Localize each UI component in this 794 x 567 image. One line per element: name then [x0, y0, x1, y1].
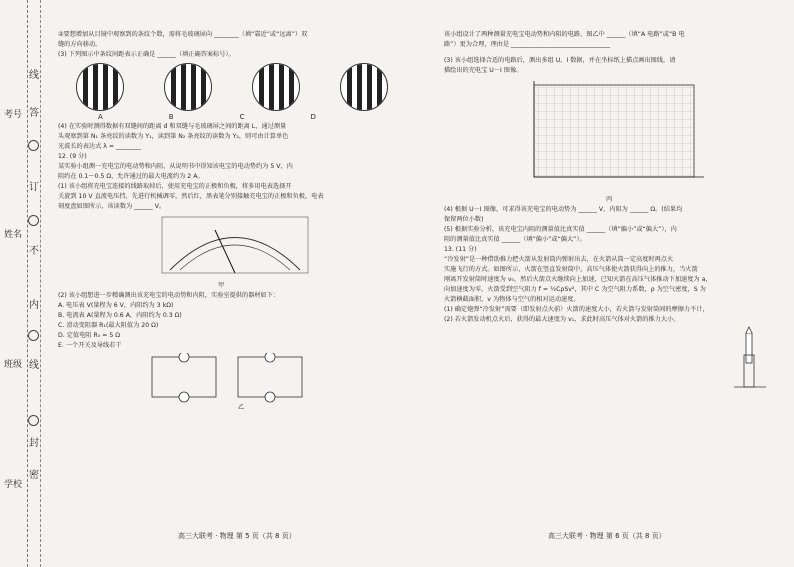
text-line: (5) 根据实验分析，该充电宝内阻的测量值比真实值 ______（填“偏小”或“偏大”），内: [444, 226, 677, 233]
binding-circle: [28, 215, 39, 226]
figure-caption: 乙: [238, 404, 245, 411]
text-line: 实施飞行的方式。如图所示，火箭在竖直发射筒中，高压气体使火箭获得向上的推力，当火箭: [444, 266, 698, 273]
text-line: 关旋到 10 V 直流电压挡，先进行机械调零，然后红，黑表笔分别接触充电宝的正极和负极，电表: [58, 193, 324, 200]
text-line: 刻度盘如图所示，该读数为 ______ V。: [58, 203, 166, 210]
circuit-b: [234, 353, 306, 403]
u-i-graph: [514, 79, 714, 189]
text-line: 保留两位小数): [444, 216, 484, 223]
fringe-figure-b: [164, 63, 212, 111]
fringe-figures: [76, 63, 428, 111]
text-line: (4) 根据 U－I 图像，可求得该充电宝的电动势为 ______ V，内阻为 ______ Ω。(结果均: [444, 206, 683, 213]
text-line: 火箭横截面积，v 为物体与空气的相对运动速度。: [444, 296, 580, 303]
text-line: 向加速度为零，火箭受到空气阻力 f = ½CρSv²，其中 C 为空气阻力系数，ρ 为空气密度，S 为: [444, 286, 706, 293]
text-line: (1) 确定炮弹“冷发射”需要（即发射点火前）火箭的速度大小，若火箭与发射筒间的摩擦力不计，: [444, 306, 709, 313]
text-line: 描绘出的充电宝 U－I 图像。: [444, 67, 523, 74]
text-line: 头观察到第 N₁ 条亮纹的读数为 Y₁，读到第 N₂ 条亮纹的读数为 Y₂，则可由计算单色: [58, 133, 289, 140]
binding-circle: [28, 415, 39, 426]
question-number: 12. (9 分): [58, 153, 87, 160]
text-line: 路”）更为合理，理由是 ________________________________: [444, 41, 611, 48]
page-footer-left: 高三大联考 · 物理 第 5 页（共 8 页）: [178, 532, 296, 540]
seal-char: 密: [29, 470, 39, 481]
fringe-caption: C: [239, 113, 245, 121]
circuit-a: [148, 353, 220, 403]
text-line: (3) 该小组选择合适的电路后，测出多组 U、I 数据，并在坐标纸上描点画出图线，请: [444, 57, 676, 64]
seal-char: 订: [29, 182, 39, 193]
text-line: (1) 该小组将充电宝连接的线路取掉后，使用充电宝的正极和负极，将多用电表选择开: [58, 183, 292, 190]
text-line: 该小组设计了两种测量充电宝电动势和内阻的电路，图乙中 ______（填“A 电路”或“B 电: [444, 31, 685, 38]
fringe-figure-d: [340, 63, 388, 111]
figure-caption: 丙: [606, 196, 613, 203]
equipment-item: C. 滑动变阻器 R₁(最大阻值为 20 Ω): [58, 322, 159, 329]
text-line: 刚离开发射筒时速度为 v₀，然后火箭点火继续向上加速，已知火箭在高压气体推动下加速度为 a，: [444, 276, 712, 283]
seal-char: 线: [29, 70, 39, 81]
equipment-item: D. 定值电阻 R₀ = 5 Ω: [58, 332, 120, 339]
text-line: 阻约在 0.1～0.5 Ω，允许通过的最大电流约为 2 A。: [58, 173, 204, 180]
seal-char: 封: [29, 438, 39, 449]
binding-circle: [28, 140, 39, 151]
text-line: 阻的测量值比真实值 ______（填“偏小”或“偏大”）。: [444, 236, 586, 243]
text-line: 光波长的表达式 λ = ________: [58, 143, 141, 150]
page-footer-right: 高三大联考 · 物理 第 6 页（共 8 页）: [548, 532, 666, 540]
strip-label-school: 学校: [3, 480, 22, 490]
text-line: ②要想增加从目镜中观察到的条纹个数，需将毛玻璃屏向 ________（填“靠近”或“远离”）双: [58, 31, 308, 38]
binding-strip: [0, 0, 41, 567]
question-number: 13. (11 分): [444, 246, 477, 253]
cut-line: [27, 0, 28, 567]
multimeter-dial: [160, 215, 310, 275]
text-line: 某实验小组测一充电宝的电动势和内阻，从说明书中得知该电宝的电动势约为 5 V，内: [58, 163, 293, 170]
seal-char: 不: [29, 246, 39, 257]
seal-char: 答: [29, 108, 39, 119]
fringe-caption: B: [168, 113, 174, 121]
strip-label-name: 姓名: [3, 230, 22, 240]
fringe-figure-c: [252, 63, 300, 111]
circuit-diagrams: [148, 353, 428, 403]
binding-circle: [28, 330, 39, 341]
fringe-captions: [98, 113, 428, 122]
right-column: [444, 30, 782, 398]
text-line: “冷发射”是一种借助推力把火箭从发射筒内弹射出去，在火箭从筒一定高度时再点火: [444, 256, 674, 263]
strip-label-class: 班级: [3, 360, 22, 370]
text-line: 缝的方向移动。: [58, 41, 102, 48]
seal-char: 线: [29, 360, 39, 371]
fringe-figure-a: [76, 63, 124, 111]
rocket-figure: [730, 325, 770, 395]
left-column: [58, 30, 428, 413]
text-line: (2) 该小组想进一步精确测出该充电宝的电动势和内阻，实验室提供的器材如下：: [58, 292, 280, 299]
equipment-item: E. 一个开关及导线若干: [58, 342, 122, 349]
strip-label-number: 考号: [3, 110, 22, 120]
fringe-caption: D: [310, 113, 316, 121]
equipment-item: A. 电压表 V(量程为 6 V，内阻约为 3 kΩ): [58, 302, 174, 309]
equipment-item: B. 电流表 A(量程为 0.6 A，内阻约为 0.3 Ω): [58, 312, 182, 319]
text-line: (4) 在实验时测得数据有双缝间的距离 d 和双缝与毛玻璃屏之间的距离 L，通过测量: [58, 123, 287, 130]
text-line: (2) 若火箭发动机点火后，获得的最大速度为 v₁，求此时高压气体对火箭的推力大小。: [444, 316, 680, 323]
text-line: (3) 下列图示中条纹间距表示正确是 ______（填正确答案标号）。: [58, 51, 235, 58]
fringe-caption: A: [98, 113, 103, 121]
figure-caption: 甲: [218, 282, 225, 289]
seal-char: 内: [29, 300, 39, 311]
